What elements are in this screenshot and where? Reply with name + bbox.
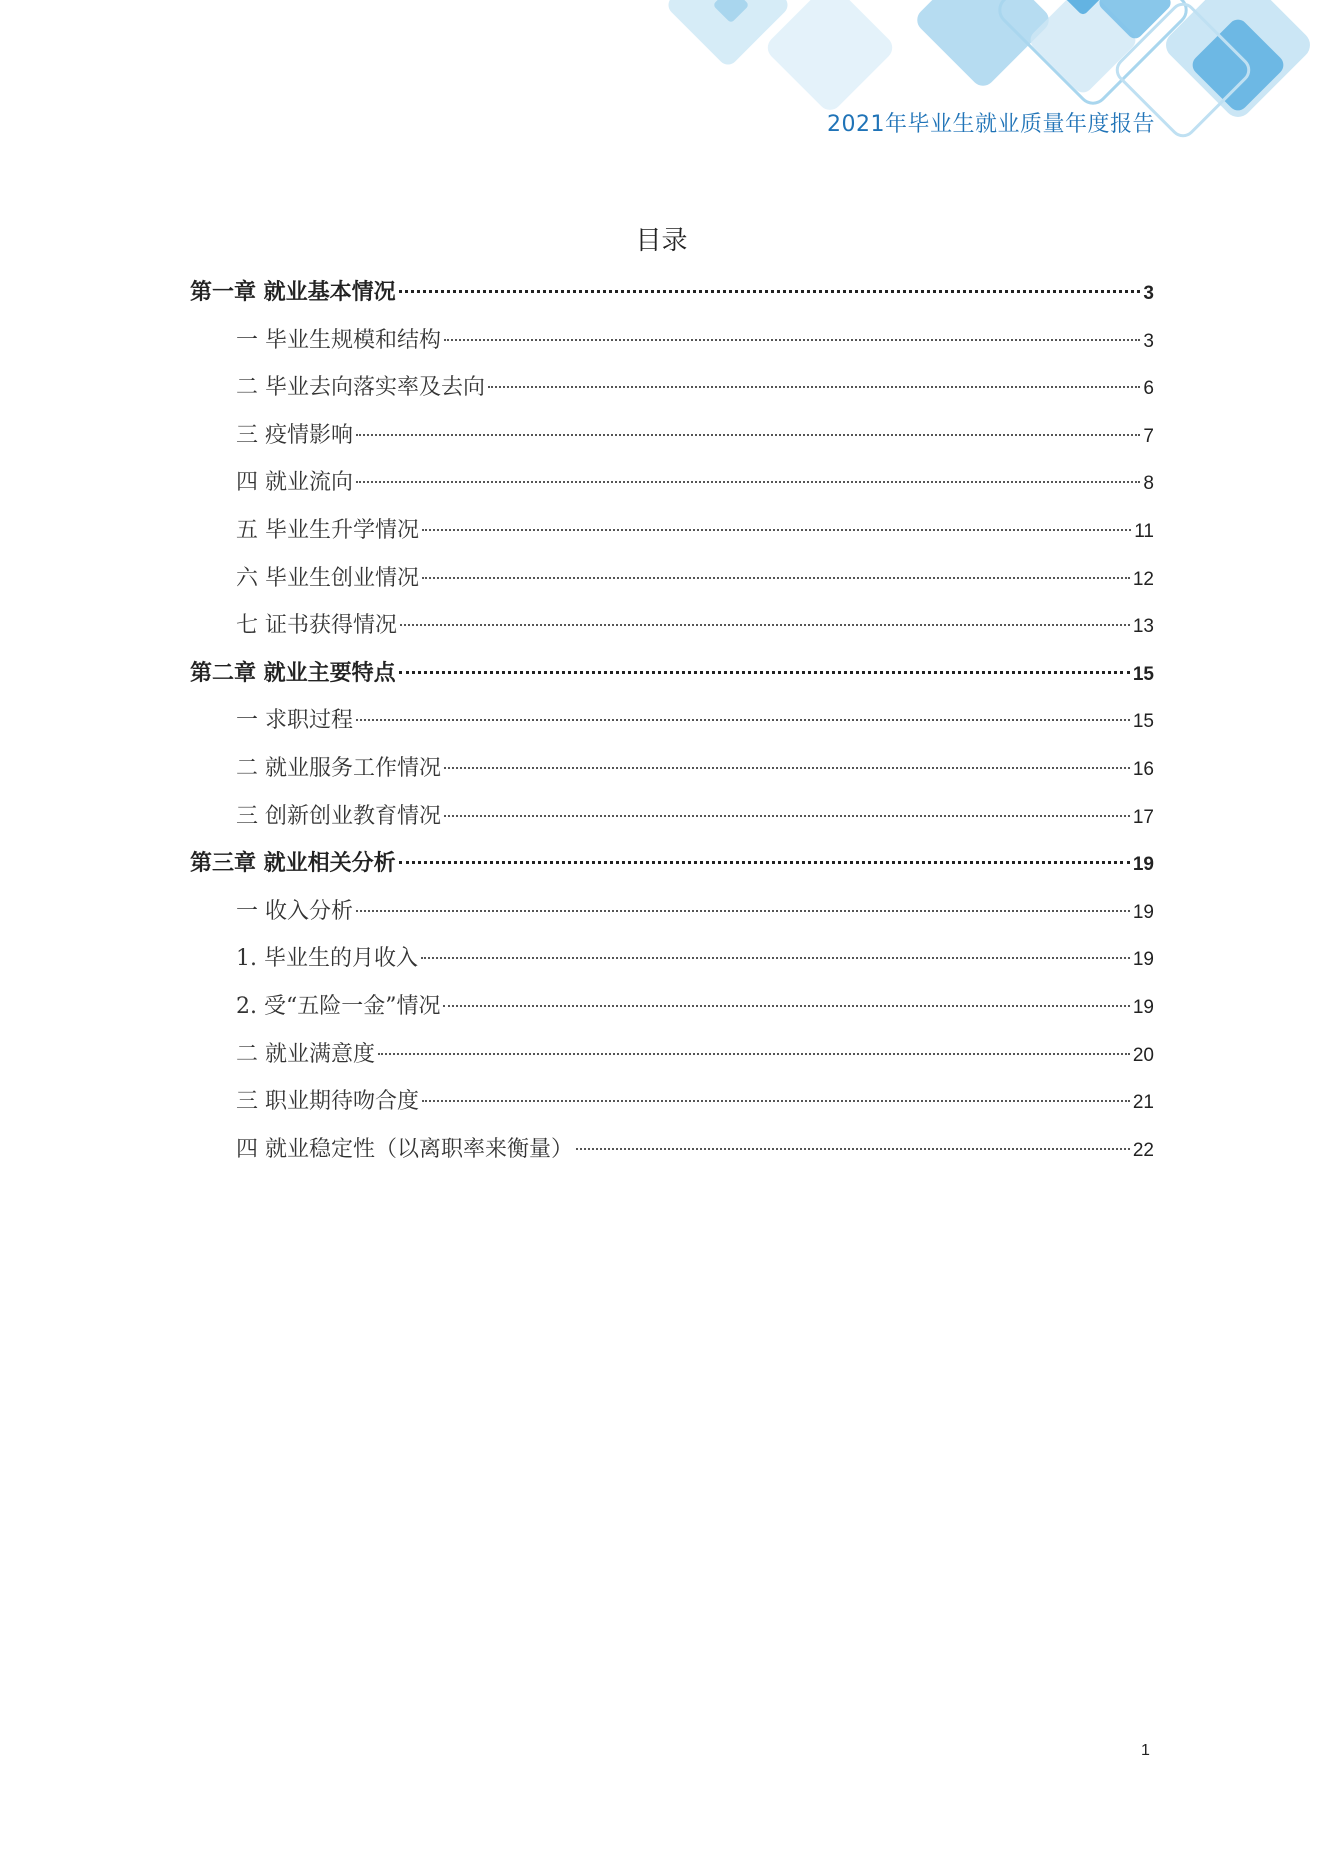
toc-section-entry[interactable]	[190, 364, 1154, 412]
toc-dot-leader	[444, 815, 1130, 817]
toc-dot-leader	[422, 577, 1130, 579]
toc-section-entry[interactable]	[190, 602, 1154, 650]
toc-chapter-entry[interactable]	[190, 269, 1154, 317]
toc-dot-leader	[422, 529, 1131, 531]
toc-entry-label: 一 毕业生规模和结构	[236, 327, 441, 353]
toc-entry-label: 第一章 就业基本情况	[190, 279, 396, 305]
toc-dot-leader	[399, 861, 1130, 864]
toc-entry-page-number: 21	[1132, 1092, 1154, 1114]
toc-dot-leader	[356, 719, 1130, 721]
toc-section-entry[interactable]	[190, 412, 1154, 460]
toc-dot-leader	[443, 1005, 1129, 1007]
toc-entry-page-number: 19	[1132, 901, 1154, 923]
toc-entry-page-number: 13	[1132, 616, 1154, 638]
toc-entry-label: 三 创新创业教育情况	[236, 803, 441, 829]
toc-dot-leader	[399, 671, 1130, 674]
toc-dot-leader	[400, 624, 1130, 626]
toc-entry-label: 六 毕业生创业情况	[236, 565, 419, 591]
toc-entry-label: 一 求职过程	[236, 708, 353, 734]
toc-entry-page-number: 15	[1132, 711, 1154, 733]
toc-section-entry[interactable]	[190, 317, 1154, 365]
toc-dot-leader	[488, 386, 1140, 388]
toc-entry-label: 二 就业满意度	[236, 1041, 375, 1067]
toc-dot-leader	[422, 1100, 1130, 1102]
toc-entry-label: 五 毕业生升学情况	[236, 517, 419, 543]
toc-section-entry[interactable]	[190, 745, 1154, 793]
toc-section-entry[interactable]	[190, 697, 1154, 745]
toc-entry-label: 七 证书获得情况	[236, 613, 397, 639]
toc-entry-label: 第三章 就业相关分析	[190, 850, 396, 877]
toc-entry-page-number: 19	[1132, 854, 1154, 876]
toc-entry-label: 三 疫情影响	[236, 422, 353, 448]
toc-chapter-entry[interactable]	[190, 650, 1154, 698]
toc-entry-page-number: 11	[1134, 520, 1154, 542]
toc-dot-leader	[576, 1148, 1130, 1150]
toc-entry-page-number: 3	[1143, 330, 1154, 352]
toc-dot-leader	[356, 910, 1130, 912]
toc-entry-page-number: 12	[1132, 568, 1154, 590]
toc-chapter-entry[interactable]	[190, 840, 1154, 888]
toc-title: 目录	[635, 226, 688, 256]
toc-entry-label: 一 收入分析	[236, 898, 353, 924]
toc-dot-leader	[399, 290, 1141, 293]
toc-dot-leader	[444, 339, 1140, 341]
toc-entry-page-number: 7	[1143, 425, 1154, 447]
toc-entry-page-number: 19	[1132, 949, 1154, 971]
table-of-contents	[190, 269, 1154, 1173]
toc-section-entry[interactable]	[190, 888, 1154, 936]
toc-entry-label: 三 职业期待吻合度	[236, 1089, 419, 1115]
toc-entry-page-number: 8	[1143, 473, 1154, 495]
toc-entry-page-number: 20	[1132, 1044, 1154, 1066]
toc-section-entry[interactable]	[190, 983, 1154, 1031]
page-number: 1	[1141, 1742, 1150, 1759]
toc-section-entry[interactable]	[190, 555, 1154, 603]
toc-section-entry[interactable]	[190, 507, 1154, 555]
toc-dot-leader	[421, 957, 1130, 959]
toc-entry-page-number: 22	[1132, 1139, 1154, 1161]
toc-section-entry[interactable]	[190, 1031, 1154, 1079]
toc-section-entry[interactable]	[190, 459, 1154, 507]
toc-entry-page-number: 17	[1132, 806, 1154, 828]
toc-dot-leader	[356, 434, 1140, 436]
toc-section-entry[interactable]	[190, 793, 1154, 841]
toc-entry-page-number: 19	[1132, 996, 1154, 1018]
toc-dot-leader	[378, 1053, 1130, 1055]
toc-entry-label: 四 就业稳定性（以离职率来衡量）	[236, 1136, 573, 1162]
toc-entry-page-number: 15	[1132, 663, 1154, 685]
toc-entry-label: 二 毕业去向落实率及去向	[236, 375, 485, 401]
toc-entry-label: 二 就业服务工作情况	[236, 755, 441, 781]
toc-entry-label: 1. 毕业生的月收入	[236, 946, 418, 972]
toc-section-entry[interactable]	[190, 1078, 1154, 1126]
toc-entry-page-number: 3	[1143, 283, 1154, 304]
toc-section-entry[interactable]	[190, 935, 1154, 983]
toc-entry-label: 第二章 就业主要特点	[190, 659, 396, 686]
toc-entry-page-number: 16	[1132, 758, 1154, 780]
report-header-title: 2021年毕业生就业质量年度报告	[827, 112, 1155, 137]
toc-section-entry[interactable]	[190, 1126, 1154, 1174]
toc-dot-leader	[444, 767, 1130, 769]
toc-dot-leader	[356, 481, 1140, 483]
toc-entry-label: 四 就业流向	[236, 470, 353, 496]
toc-entry-page-number: 6	[1143, 378, 1154, 400]
toc-entry-label: 2. 受“五险一金”情况	[236, 993, 441, 1019]
